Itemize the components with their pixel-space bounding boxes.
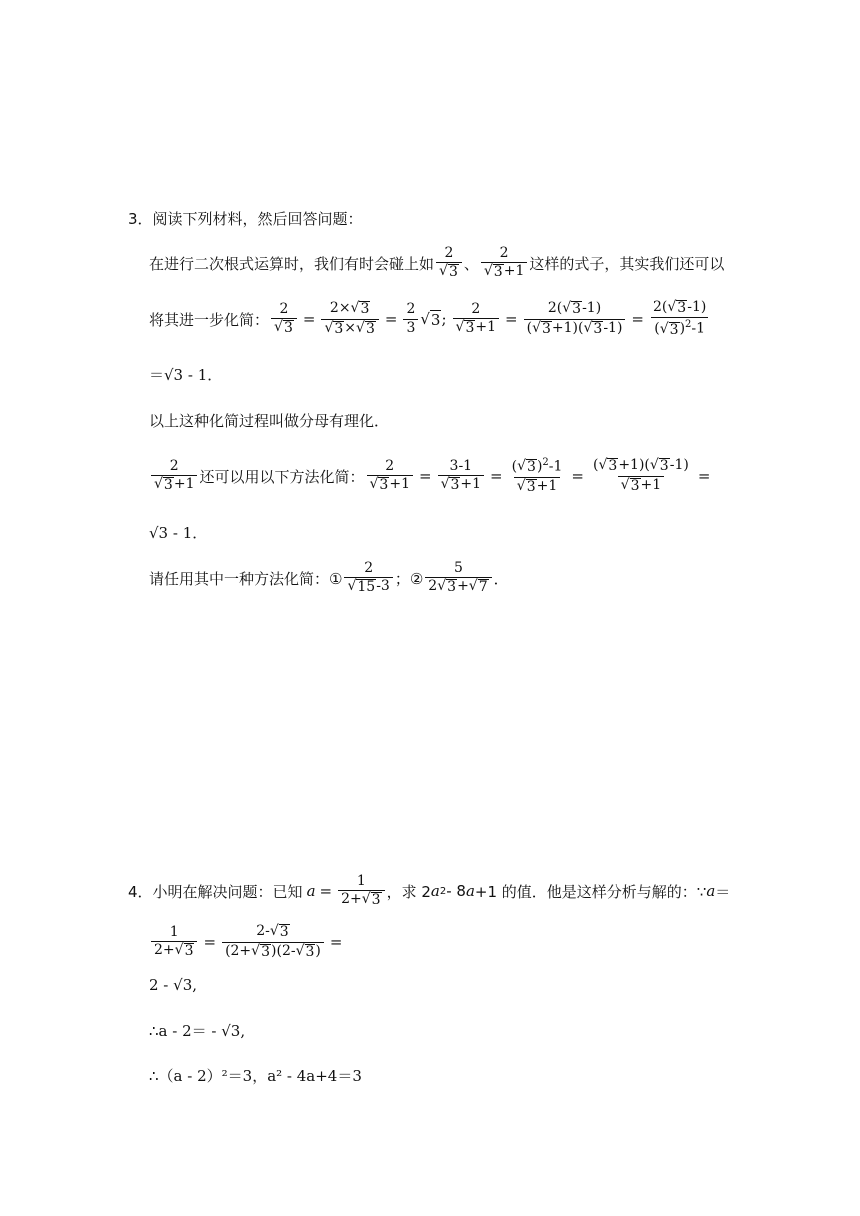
problem-3-task	[149, 558, 509, 598]
formula-fraction: $\frac{2}{3}$	[403, 302, 418, 336]
problem-title: 阅读下列材料，然后回答问题：	[152, 209, 363, 228]
formula-fraction: 2 √ 3 +1	[367, 459, 413, 494]
formula-fraction: 2× √ 3 √ 3 × √ 3	[321, 301, 378, 337]
intro-separator: 、	[463, 254, 479, 273]
formula-fraction: 2( √ 3 -1) ( √ 3 )$^2$-1	[653, 298, 707, 338]
step-2: ∴a - 2＝ - √3,	[149, 1021, 246, 1040]
intro-text-e: ＝	[715, 882, 731, 901]
formula-fraction: ( √ 3 +1)( √ 3 -1) √ 3 +1	[593, 457, 689, 494]
formula-fraction: 1 2+ √ 3	[338, 874, 384, 909]
intro-text-b: ，求 2	[386, 882, 431, 901]
step-3: ∴（a - 2）²＝3，a² - 4a+4＝3	[149, 1066, 362, 1085]
task-end: ．	[493, 569, 509, 588]
problem-3-heading	[128, 198, 363, 238]
problem-4-intro: 4． 小明在解决问题：已知 a = 1 2+ √ 3 ，求 2 a 2 - 8 a +1 的值．他是这样分析与解的：∵ a ＝	[128, 872, 731, 908]
intro-text-b: 这样的式子，其实我们还可以	[529, 254, 725, 273]
method2-lead: 还可以用以下方法化简：	[199, 467, 365, 486]
result-a: ＝√3 - 1．	[149, 365, 223, 384]
formula-fraction: 2 √ 15 -3	[344, 561, 392, 596]
formula-fraction: 2- √ 3 (2+ √ 3 )(2- √ 3 )	[222, 924, 324, 960]
intro-text-c: - 8	[446, 882, 466, 900]
formula-fraction: 2 √ 3 +1	[151, 459, 197, 494]
task-lead: 请任用其中一种方法化简：①	[149, 569, 343, 588]
intro-text-d: +1 的值．他是这样分析与解的：∵	[474, 882, 707, 901]
intro-text-a: 在进行二次根式运算时，我们有时会碰上如	[149, 254, 435, 273]
result-b: √3 - 1．	[149, 523, 208, 542]
problem-3-intro	[149, 243, 724, 283]
problem-3-method2: 2 √ 3 +1 还可以用以下方法化简： 2 √ 3 +1 = 3-1 √ 3 +1 = ( √ 3 )$^2$-1 √ 3 +1 = ( √ 3 +1)( √ 3 -1) √ 3 +1 =	[149, 456, 714, 496]
rationalize-note: 以上这种化简过程叫做分母有理化．	[149, 411, 390, 430]
method1-lead: 将其进一步化简：	[149, 310, 270, 329]
task-separator: ；②	[394, 569, 424, 588]
problem-4-derivation: 1 2+ √ 3 = 2- √ 3 (2+ √ 3 )(2- √ 3 ) =	[149, 922, 346, 962]
formula-fraction: 3-1 √ 3 +1	[438, 459, 484, 494]
problem-number: 4．	[128, 882, 153, 901]
formula-fraction: 2 √ 3	[271, 302, 297, 337]
formula-fraction: 5 2 √ 3 + √ 7	[425, 561, 491, 596]
step-1: 2 - √3,	[149, 976, 198, 994]
formula-fraction: 2( √ 3 -1) ( √ 3 +1)( √ 3 -1)	[524, 301, 626, 337]
problem-number: 3．	[128, 209, 153, 228]
formula-sqrt3: √ 3 ;	[420, 309, 447, 329]
formula-fraction: 1 2+ √ 3	[151, 925, 197, 960]
formula-fraction: 2 √ 3 +1	[453, 302, 499, 337]
problem-3-method1: 将其进一步化简： 2 √ 3 = 2× √ 3 √ 3 × √ 3 = $\frac{2}{3}$ √ 3 ; 2 √ 3 +1 = 2( √ 3 -1) ( √ 3 +1)( √ 3 -1) = 2( √ 3 -1) ( √ 3 )$^2$-1	[149, 299, 711, 339]
formula-fraction: ( √ 3 )$^2$-1 √ 3 +1	[511, 456, 563, 495]
fraction-2-over-sqrt3: 2 √ 3	[436, 246, 462, 281]
intro-text-a: 小明在解决问题：已知	[152, 882, 303, 901]
fraction-2-over-sqrt3-plus-1: 2 √ 3 +1	[481, 246, 527, 281]
